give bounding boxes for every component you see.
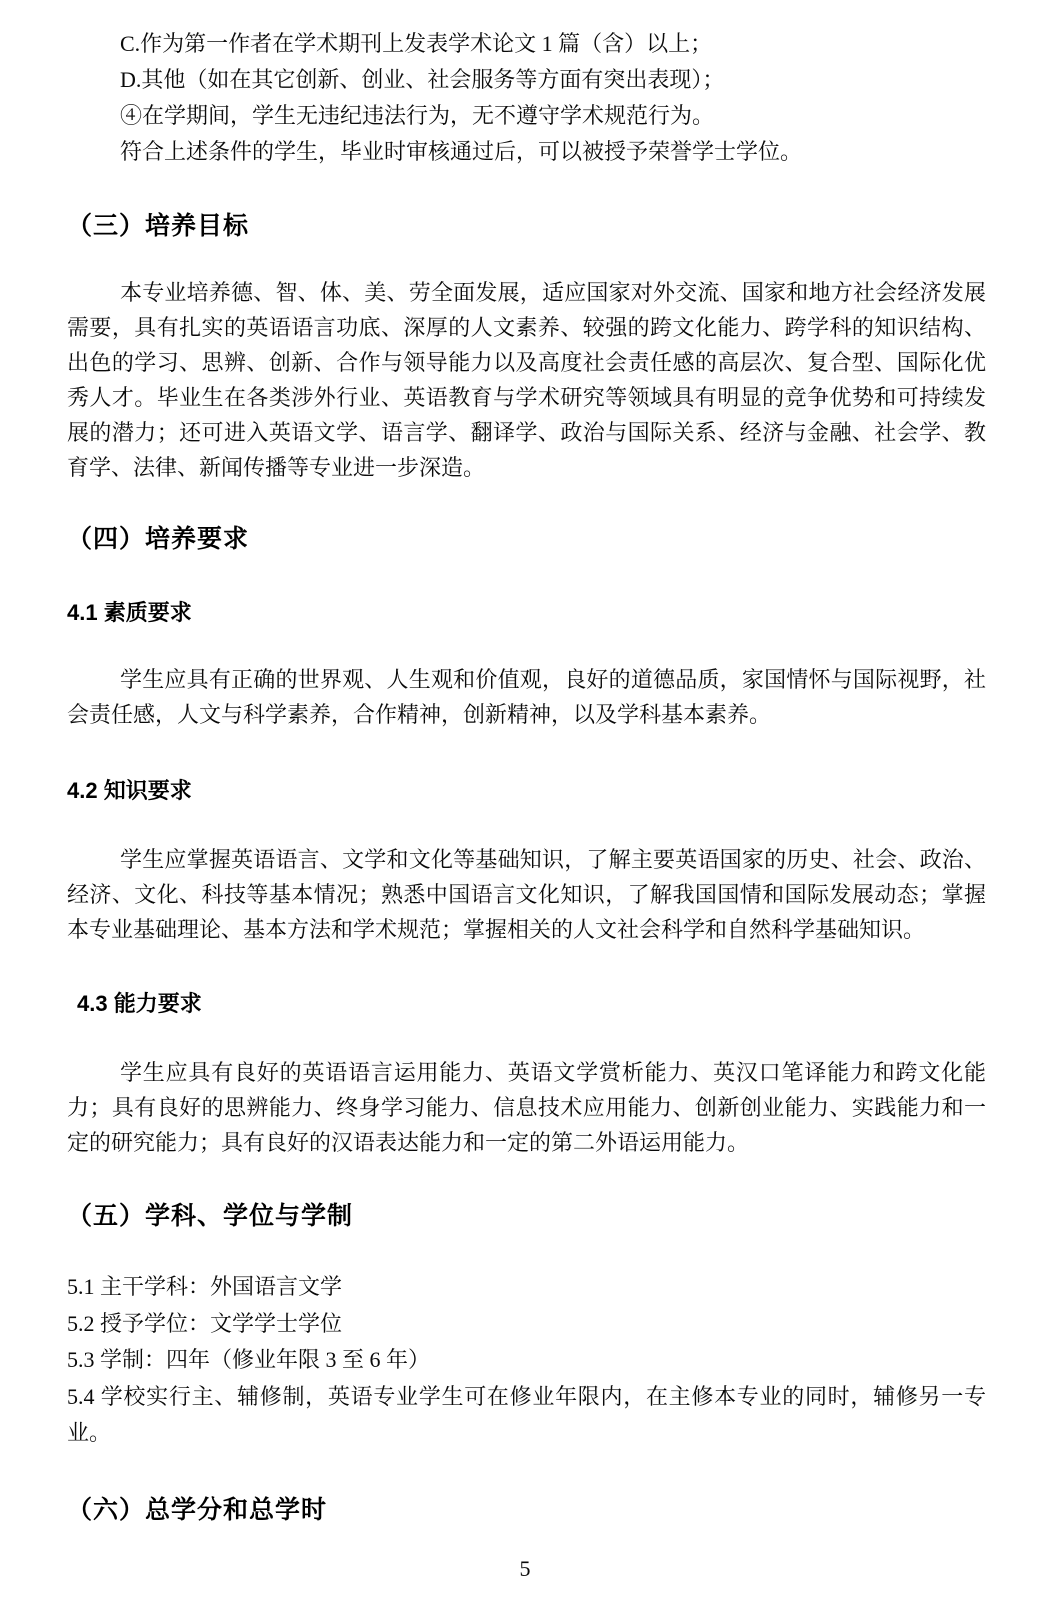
subsection-4-1-title: 4.1 素质要求 bbox=[67, 600, 192, 625]
subsection-4-2-title: 4.2 知识要求 bbox=[67, 778, 192, 803]
section-3-paragraph: 本专业培养德、智、体、美、劳全面发展，适应国家对外交流、国家和地方社会经济发展需要，具有扎实的英语语言功底、深厚的人文素养、较强的跨文化能力、跨学科的知识结构、出色的学习、思辨、创新、合作与领导能力以及高度社会责任感的高层次、复合型、国际化优秀人才。毕业生在各类涉外行业、英语教育与学术研究等领域具有明显的竞争优势和可持续发展的潜力；还可进入英语文学、语言学、翻译学、政治与国际关系、经济与金融、社会学、教育学、法律、新闻传播等专业进一步深造。 bbox=[67, 280, 986, 480]
subsection-4-2-paragraph: 学生应掌握英语语言、文学和文化等基础知识，了解主要英语国家的历史、社会、政治、经济、文化、科技等基本情况；熟悉中国语言文化知识，了解我国国情和国际发展动态；掌握本专业基础理论、基本方法和学术规范；掌握相关的人文社会科学和自然科学基础知识。 bbox=[67, 847, 986, 942]
section-4-heading: （四）培养要求 bbox=[67, 525, 250, 553]
list-item-d: D.其他（如在其它创新、创业、社会服务等方面有突出表现）； bbox=[120, 67, 725, 92]
honor-criteria-list bbox=[67, 26, 986, 170]
section-5-items bbox=[67, 1269, 986, 1452]
subsection-4-1-paragraph: 学生应具有正确的世界观、人生观和价值观，良好的道德品质，家国情怀与国际视野，社会责任感，人文与科学素养，合作精神，创新精神，以及学科基本素养。 bbox=[67, 667, 986, 727]
section-3-heading: （三）培养目标 bbox=[67, 212, 250, 240]
section-5-heading: （五）学科、学位与学制 bbox=[67, 1202, 354, 1230]
list-item-c: C.作为第一作者在学术期刊上发表学术论文 1 篇（含）以上； bbox=[120, 31, 713, 56]
page-number: 5 bbox=[519, 1556, 531, 1581]
item-5-4: 5.4 学校实行主、辅修制，英语专业学生可在修业年限内，在主修本专业的同时，辅修另一专业。 bbox=[67, 1383, 986, 1445]
list-item-4: ④在学期间，学生无违纪违法行为，无不遵守学术规范行为。 bbox=[120, 103, 715, 128]
page-footer bbox=[0, 1556, 1050, 1582]
list-item-summary: 符合上述条件的学生，毕业时审核通过后，可以被授予荣誉学士学位。 bbox=[120, 139, 803, 164]
item-5-1: 5.1 主干学科：外国语言文学 bbox=[67, 1274, 343, 1299]
subsection-4-3-paragraph: 学生应具有良好的英语语言运用能力、英语文学赏析能力、英汉口笔译能力和跨文化能力；具有良好的思辨能力、终身学习能力、信息技术应用能力、创新创业能力、实践能力和一定的研究能力；具有良好的汉语表达能力和一定的第二外语运用能力。 bbox=[67, 1060, 986, 1155]
item-5-2: 5.2 授予学位：文学学士学位 bbox=[67, 1310, 343, 1336]
item-5-3: 5.3 学制：四年（修业年限 3 至 6 年） bbox=[67, 1347, 431, 1372]
subsection-4-3-title: 4.3 能力要求 bbox=[77, 991, 202, 1016]
section-6-heading: （六）总学分和总学时 bbox=[67, 1495, 328, 1524]
